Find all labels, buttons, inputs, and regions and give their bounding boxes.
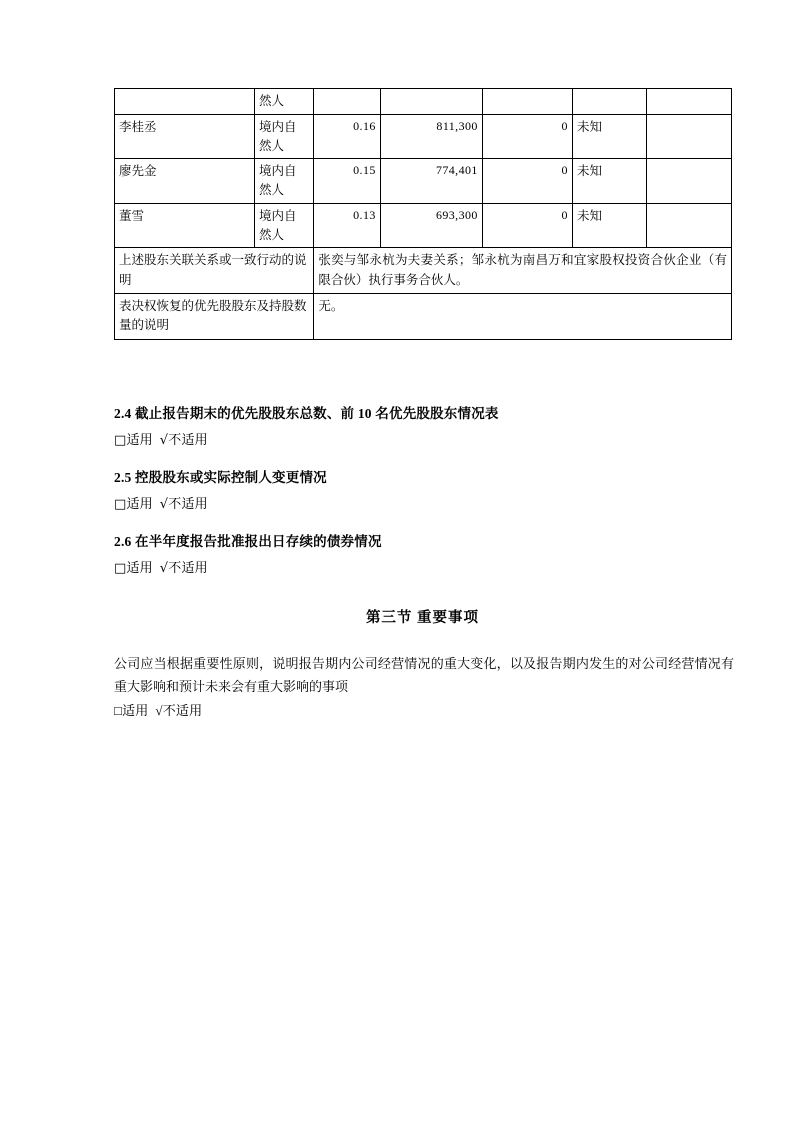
applicable-label: 适用 [126, 559, 153, 575]
cell-percent [314, 89, 380, 115]
applicable-label: 适用 [126, 431, 153, 447]
not-applicable-label: 不适用 [168, 431, 208, 447]
cell-percent: 0.13 [314, 203, 380, 248]
section-2-4 [114, 402, 731, 448]
note-body: 无。 [314, 294, 732, 340]
checkmark-icon[interactable]: √ [155, 703, 163, 719]
cell-pledge [572, 89, 646, 115]
section-heading: 2.6 在半年度报告批准报出日存续的债券情况 [114, 533, 382, 549]
not-applicable-label: 不适用 [162, 703, 203, 719]
spacer [114, 340, 731, 402]
section-applicability [114, 493, 731, 512]
section-2-6 [114, 530, 731, 576]
checkmark-icon[interactable]: √ [159, 560, 169, 576]
table-row [115, 89, 732, 115]
chapter-title: 第三节 重要事项 [365, 609, 480, 626]
chapter-applicability [114, 700, 731, 719]
cell-shares: 811,300 [380, 114, 482, 159]
section-applicability [114, 557, 731, 576]
cell-shares: 774,401 [380, 159, 482, 204]
cell-type: 境内自 然人 [255, 203, 314, 248]
note-body: 张奕与邹永杭为夫妻关系；邹永杭为南昌万和宜家股权投资合伙企业（有限合伙）执行事务合伙人。 [314, 248, 732, 294]
cell-type: 然人 [255, 89, 314, 115]
cell-percent: 0.16 [314, 114, 380, 159]
section-2-5 [114, 466, 731, 512]
cell-restricted: 0 [482, 114, 572, 159]
section-heading: 2.5 控股股东或实际控制人变更情况 [114, 469, 327, 485]
cell-extra [646, 89, 731, 115]
cell-restricted [482, 89, 572, 115]
cell-extra [646, 203, 731, 248]
not-applicable-label: 不适用 [168, 559, 208, 575]
not-applicable-label: 不适用 [168, 495, 208, 511]
cell-name: 董雪 [115, 203, 255, 248]
applicable-label: 适用 [126, 495, 153, 511]
cell-shares: 693,300 [380, 203, 482, 248]
checkmark-icon[interactable]: √ [159, 432, 169, 448]
section-heading: 2.4 截止报告期末的优先股股东总数、前 10 名优先股股东情况表 [114, 405, 499, 421]
shareholders-table [114, 88, 732, 340]
checkbox-unchecked-icon[interactable]: □ [114, 703, 123, 719]
cell-type: 境内自 然人 [255, 159, 314, 204]
section-applicability [114, 429, 731, 448]
cell-pledge: 未知 [572, 159, 646, 204]
cell-pledge: 未知 [572, 203, 646, 248]
checkmark-icon[interactable]: √ [159, 496, 169, 512]
cell-name: 李桂丞 [115, 114, 255, 159]
table-note-row [115, 248, 732, 294]
cell-name: 廖先金 [115, 159, 255, 204]
cell-extra [646, 159, 731, 204]
checkbox-unchecked-icon[interactable]: □ [114, 496, 127, 512]
cell-pledge: 未知 [572, 114, 646, 159]
chapter-paragraph: 公司应当根据重要性原则，说明报告期内公司经营情况的重大变化，以及报告期内发生的对公司经营情况有重大影响和预计未来会有重大影响的事项 [114, 655, 734, 694]
checkbox-unchecked-icon[interactable]: □ [114, 432, 127, 448]
cell-name [115, 89, 255, 115]
table-row [115, 159, 732, 204]
cell-shares [380, 89, 482, 115]
note-label: 表决权恢复的优先股股东及持股数量的说明 [115, 294, 314, 340]
table-note-row [115, 294, 732, 340]
cell-extra [646, 114, 731, 159]
checkbox-unchecked-icon[interactable]: □ [114, 560, 127, 576]
table-row [115, 114, 732, 159]
cell-percent: 0.15 [314, 159, 380, 204]
table-row [115, 203, 732, 248]
cell-restricted: 0 [482, 203, 572, 248]
applicable-label: 适用 [122, 703, 149, 719]
note-label: 上述股东关联关系或一致行动的说明 [115, 248, 314, 294]
cell-restricted: 0 [482, 159, 572, 204]
cell-type: 境内自 然人 [255, 114, 314, 159]
